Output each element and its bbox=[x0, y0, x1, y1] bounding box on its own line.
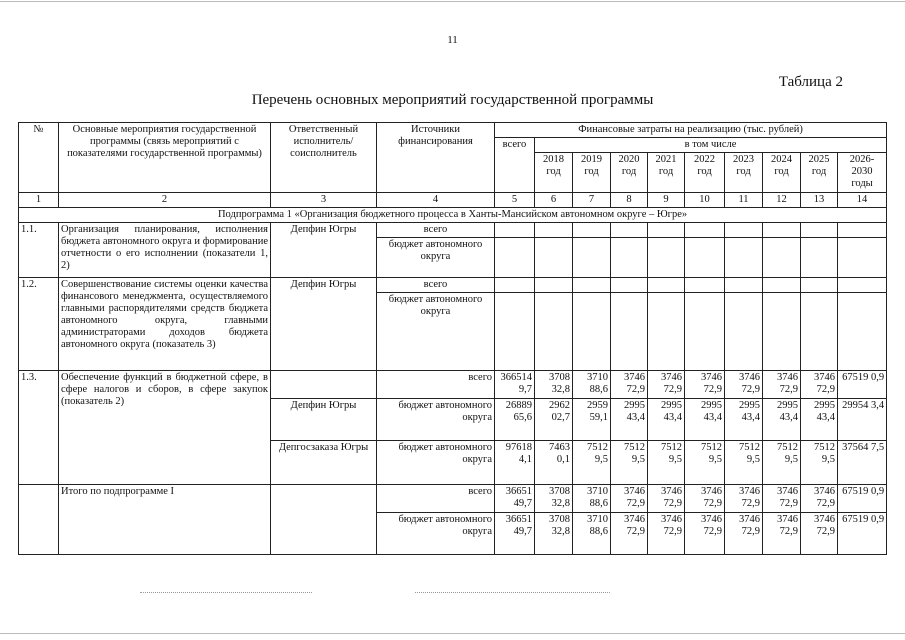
value-cell: 2995 43,4 bbox=[801, 399, 838, 441]
footer-dotted-line bbox=[140, 592, 312, 594]
value-cell: 97618 4,1 bbox=[495, 441, 535, 485]
row-number: 1.3. bbox=[19, 371, 59, 485]
value-cell: 7512 9,5 bbox=[573, 441, 611, 485]
value-cell: 26889 65,6 bbox=[495, 399, 535, 441]
value-cell: 67519 0,9 bbox=[838, 485, 887, 513]
funding-source: бюджет автономного округа bbox=[377, 238, 495, 278]
value-cell: 3746 72,9 bbox=[725, 485, 763, 513]
value-cell: 3746 72,9 bbox=[611, 371, 648, 399]
funding-source: всего bbox=[377, 371, 495, 399]
col-number: 1 bbox=[19, 193, 59, 208]
value-cell: 3708 32,8 bbox=[535, 513, 573, 555]
value-cell: 7512 9,5 bbox=[763, 441, 801, 485]
value-cell: 67519 0,9 bbox=[838, 513, 887, 555]
funding-source: всего bbox=[377, 223, 495, 238]
activities-table bbox=[18, 122, 887, 555]
row-number: 1.1. bbox=[19, 223, 59, 278]
responsible-executor: Депфин Югры bbox=[271, 278, 377, 371]
value-cell: 3708 32,8 bbox=[535, 371, 573, 399]
col-number: 14 bbox=[838, 193, 887, 208]
header-year: 2023 год bbox=[725, 153, 763, 193]
value-cell: 7512 9,5 bbox=[801, 441, 838, 485]
value-cell: 3746 72,9 bbox=[801, 371, 838, 399]
col-number: 2 bbox=[59, 193, 271, 208]
header-year: 2024 год bbox=[763, 153, 801, 193]
value-cell: 36651 49,7 bbox=[495, 485, 535, 513]
value-cell: 2995 43,4 bbox=[763, 399, 801, 441]
funding-source: бюджет автономного округа bbox=[377, 513, 495, 555]
col-number: 3 bbox=[271, 193, 377, 208]
header-activity: Основные мероприятия государственной программы (связь мероприятий с показателями государственной программы) bbox=[59, 123, 271, 193]
col-number: 11 bbox=[725, 193, 763, 208]
value-cell: 366514 9,7 bbox=[495, 371, 535, 399]
subprogram-total-label: Итого по подпрограмме I bbox=[59, 485, 271, 555]
header-including: в том числе bbox=[535, 138, 887, 153]
value-cell: 7512 9,5 bbox=[648, 441, 685, 485]
col-number: 13 bbox=[801, 193, 838, 208]
header-year: 2025 год bbox=[801, 153, 838, 193]
header-responsible: Ответственный исполнитель/ соисполнитель bbox=[271, 123, 377, 193]
document-title: Перечень основных мероприятий государственной программы bbox=[251, 92, 654, 108]
value-cell: 67519 0,9 bbox=[838, 371, 887, 399]
value-cell: 3746 72,9 bbox=[725, 371, 763, 399]
col-number: 10 bbox=[685, 193, 725, 208]
responsible-executor: Депфин Югры bbox=[271, 399, 377, 441]
footer-dotted-line bbox=[415, 592, 610, 594]
funding-source: всего bbox=[377, 278, 495, 293]
value-cell: 3708 32,8 bbox=[535, 485, 573, 513]
header-year: 2021 год bbox=[648, 153, 685, 193]
value-cell: 2995 43,4 bbox=[648, 399, 685, 441]
value-cell: 3746 72,9 bbox=[648, 485, 685, 513]
value-cell: 2962 02,7 bbox=[535, 399, 573, 441]
col-number: 6 bbox=[535, 193, 573, 208]
value-cell: 3746 72,9 bbox=[763, 513, 801, 555]
funding-source: всего bbox=[377, 485, 495, 513]
value-cell: 3746 72,9 bbox=[685, 371, 725, 399]
value-cell: 37564 7,5 bbox=[838, 441, 887, 485]
col-number: 9 bbox=[648, 193, 685, 208]
activity-description: Организация планирования, исполнения бюджета автономного округа и формирование отчетности о его исполнении (показатели 1, 2) bbox=[59, 223, 271, 278]
col-number: 5 bbox=[495, 193, 535, 208]
subprogram-title: Подпрограмма 1 «Организация бюджетного процесса в Ханты-Мансийском автономном округе – Югре» bbox=[19, 208, 887, 223]
header-costs: Финансовые затраты на реализацию (тыс. рублей) bbox=[495, 123, 887, 138]
value-cell: 2959 59,1 bbox=[573, 399, 611, 441]
header-year: 2018 год bbox=[535, 153, 573, 193]
responsible-executor: Депгосзаказа Югры bbox=[271, 441, 377, 485]
funding-source: бюджет автономного округа bbox=[377, 293, 495, 371]
value-cell: 29954 3,4 bbox=[838, 399, 887, 441]
scan-edge-top bbox=[0, 1, 905, 2]
value-cell: 3746 72,9 bbox=[725, 513, 763, 555]
value-cell: 3746 72,9 bbox=[648, 513, 685, 555]
value-cell: 7512 9,5 bbox=[685, 441, 725, 485]
value-cell: 3746 72,9 bbox=[763, 371, 801, 399]
value-cell: 3746 72,9 bbox=[648, 371, 685, 399]
funding-source: бюджет автономного округа bbox=[377, 441, 495, 485]
scan-edge-bottom bbox=[0, 633, 905, 634]
value-cell: 36651 49,7 bbox=[495, 513, 535, 555]
activity-description: Обеспечение функций в бюджетной сфере, в сфере налогов и сборов, в сфере закупок (показатель 2) bbox=[59, 371, 271, 485]
col-number: 12 bbox=[763, 193, 801, 208]
value-cell: 3746 72,9 bbox=[763, 485, 801, 513]
responsible-executor: Депфин Югры bbox=[271, 223, 377, 278]
col-number: 8 bbox=[611, 193, 648, 208]
value-cell: 3710 88,6 bbox=[573, 485, 611, 513]
header-total: всего bbox=[495, 138, 535, 193]
value-cell: 3710 88,6 bbox=[573, 371, 611, 399]
value-cell: 3746 72,9 bbox=[801, 485, 838, 513]
value-cell: 3746 72,9 bbox=[685, 485, 725, 513]
header-year: 2022 год bbox=[685, 153, 725, 193]
value-cell: 3746 72,9 bbox=[685, 513, 725, 555]
activity-description: Совершенствование системы оценки качества финансового менеджмента, осуществляемого главными распорядителями средств бюджета автономного округа, главными администраторами доходов бюджета автономного округа (показатель 3) bbox=[59, 278, 271, 371]
value-cell: 3746 72,9 bbox=[611, 513, 648, 555]
header-year: 2020 год bbox=[611, 153, 648, 193]
value-cell: 3710 88,6 bbox=[573, 513, 611, 555]
funding-source: бюджет автономного округа bbox=[377, 399, 495, 441]
value-cell: 2995 43,4 bbox=[685, 399, 725, 441]
value-cell: 2995 43,4 bbox=[611, 399, 648, 441]
header-year: 2026-2030 годы bbox=[838, 153, 887, 193]
value-cell: 7512 9,5 bbox=[725, 441, 763, 485]
header-year: 2019 год bbox=[573, 153, 611, 193]
header-num: № bbox=[19, 123, 59, 193]
col-number: 7 bbox=[573, 193, 611, 208]
value-cell: 3746 72,9 bbox=[611, 485, 648, 513]
col-number: 4 bbox=[377, 193, 495, 208]
value-cell: 7463 0,1 bbox=[535, 441, 573, 485]
value-cell: 2995 43,4 bbox=[725, 399, 763, 441]
row-number: 1.2. bbox=[19, 278, 59, 371]
value-cell: 3746 72,9 bbox=[801, 513, 838, 555]
table-label: Таблица 2 bbox=[778, 74, 843, 90]
value-cell: 7512 9,5 bbox=[611, 441, 648, 485]
page-number: 11 bbox=[447, 34, 458, 46]
header-sources: Источники финансирования bbox=[377, 123, 495, 193]
